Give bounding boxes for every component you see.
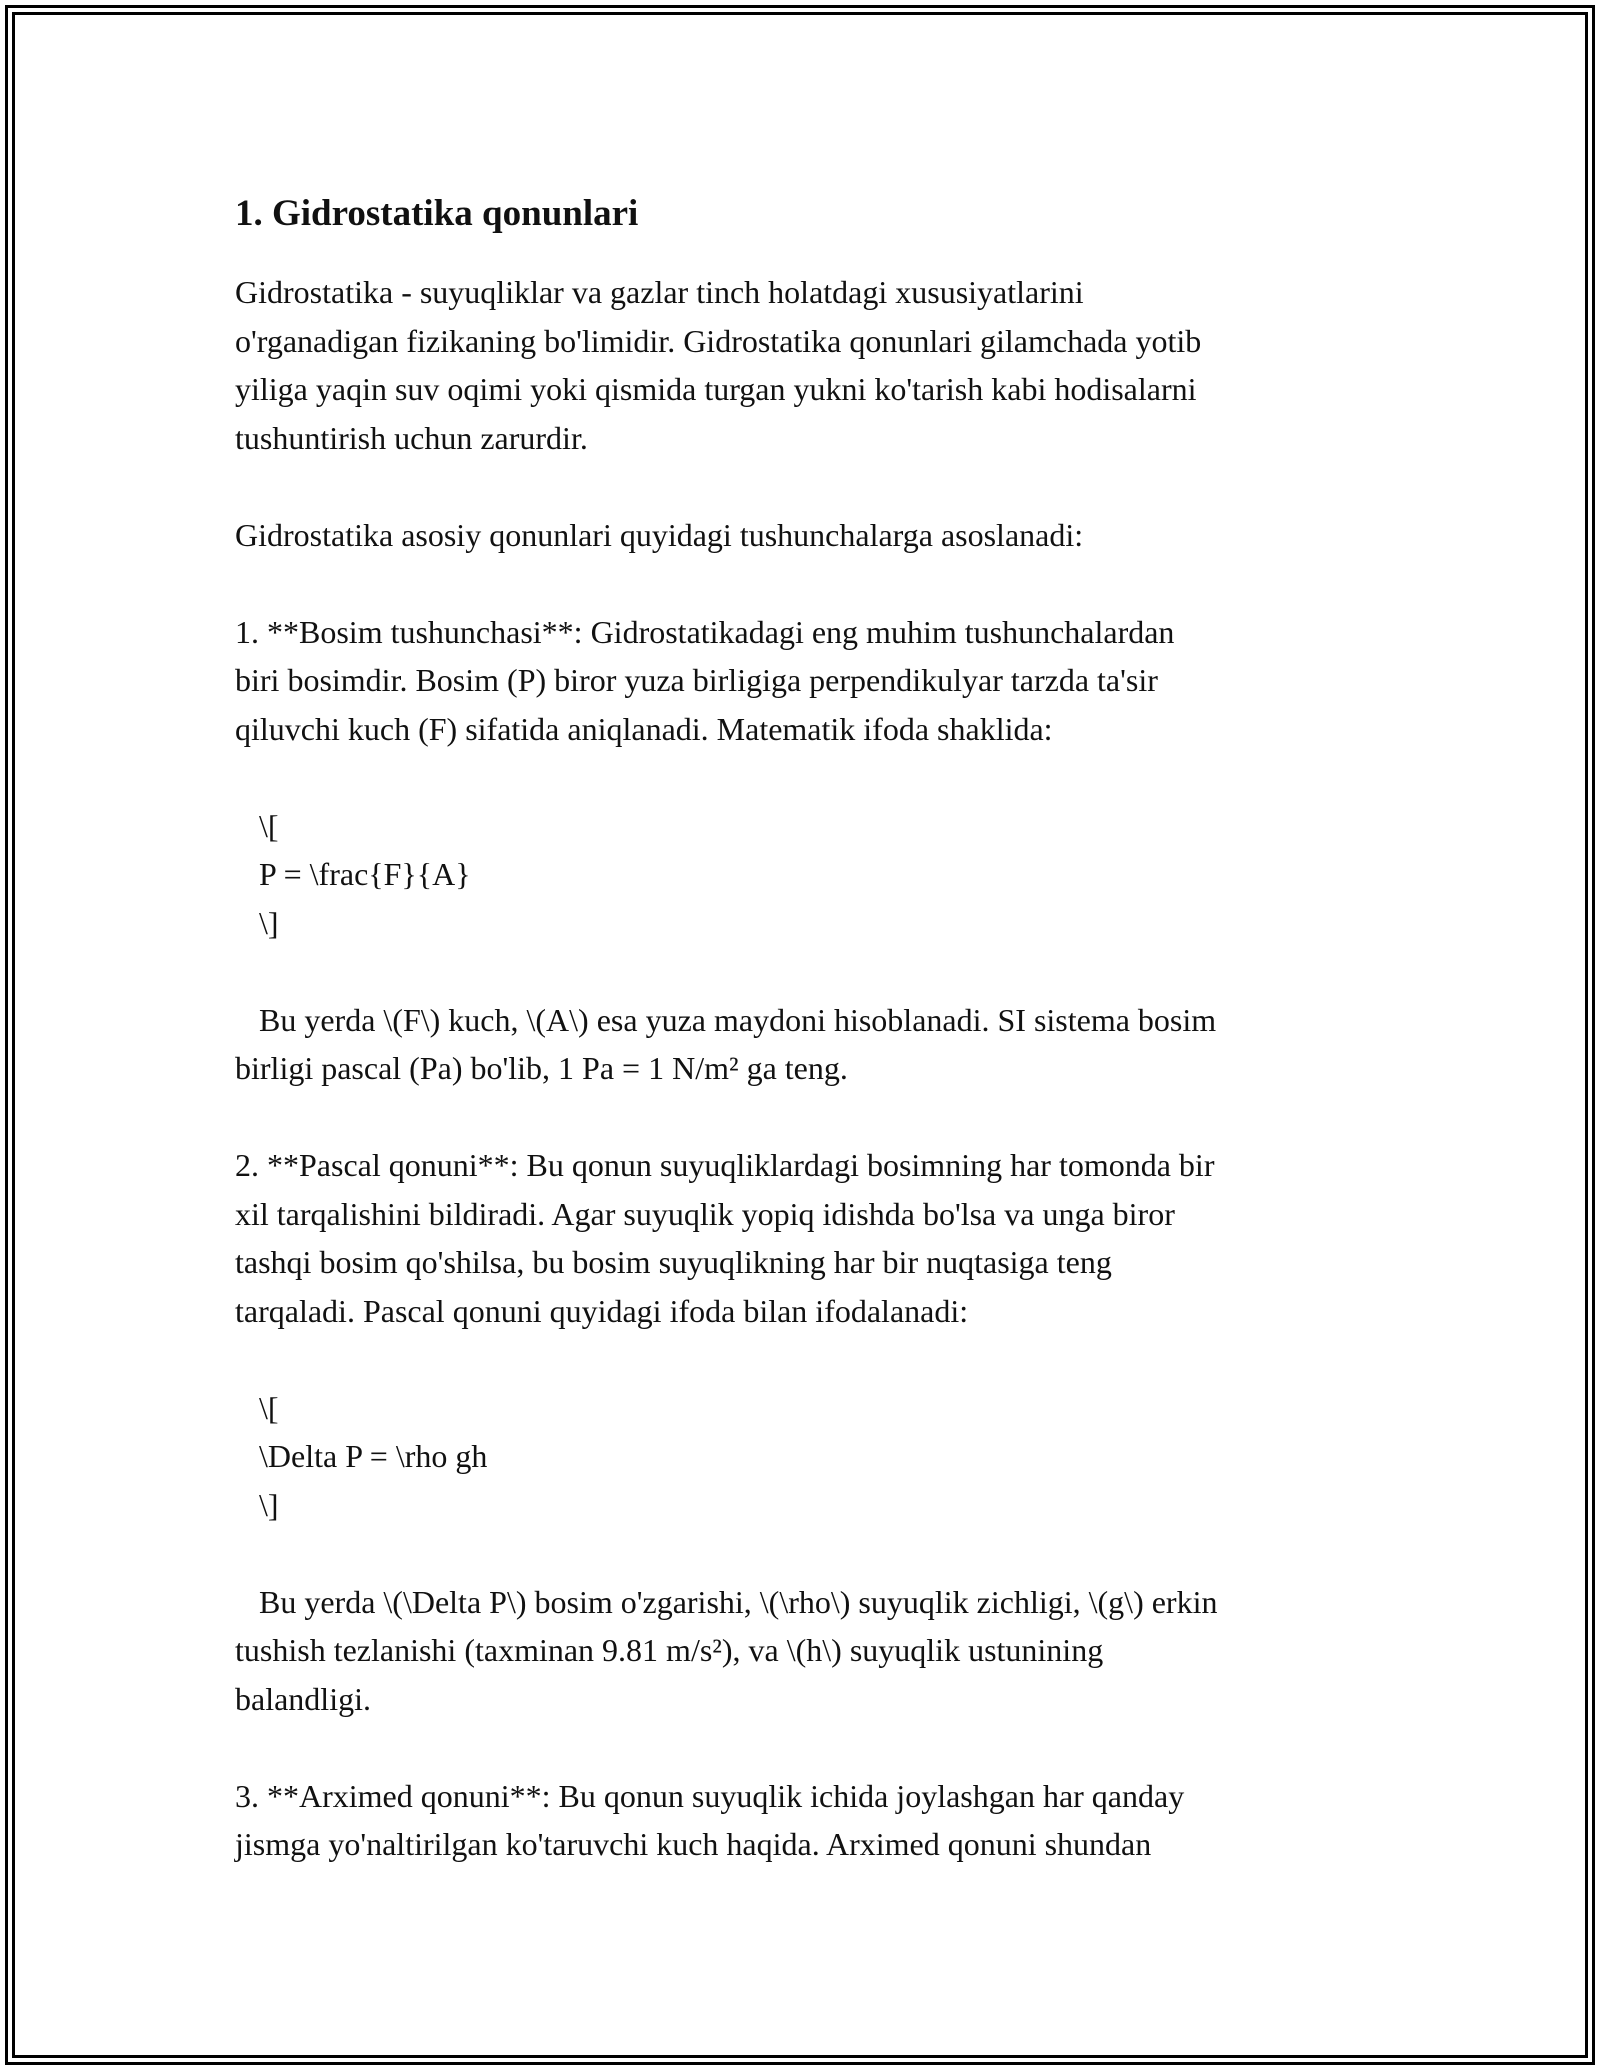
laws-intro-paragraph: Gidrostatika asosiy qonunlari quyidagi tushunchalarga asoslanadi: (235, 516, 1084, 553)
paragraph-spacer (235, 1335, 1375, 1384)
section-heading: 1. Gidrostatika qonunlari (235, 193, 639, 234)
document-body (235, 186, 1375, 1869)
pressure-concept-paragraph: 1. **Bosim tushunchasi**: Gidrostatikadagi eng muhim tushunchalardan biri bosimdir. Bosim (P) biror yuza birligiga perpendikulyar tarzda ta'sir qiluvchi kuch (F) sifatida aniqlanadi. Matematik ifoda shaklida: (235, 613, 1175, 747)
paragraph-spacer (235, 1093, 1375, 1142)
pressure-explanation-paragraph: Bu yerda \(F\) kuch, \(A\) esa yuza maydoni hisoblanadi. SI sistema bosim birligi pascal (Pa) bo'lib, 1 Pa = 1 N/m² ga teng. (235, 1001, 1217, 1086)
pascal-law-paragraph: 2. **Pascal qonuni**: Bu qonun suyuqliklardagi bosimning har tomonda bir xil tarqalishini bildiradi. Agar suyuqlik yopiq idishda bo'lsa va unga biror tashqi bosim qo'shilsa, bu bosim suyuqlikning har bir nuqtasiga teng tarqaladi. Pascal qonuni quyidagi ifoda bilan ifodalanadi: (235, 1147, 1215, 1329)
archimedes-law-paragraph: 3. **Arximed qonuni**: Bu qonun suyuqlik ichida joylashgan har qanday jismga yo'naltirilgan ko'taruvchi kuch haqida. Arximed qonuni shundan (235, 1777, 1185, 1862)
pascal-formula: \[ \Delta P = \rho gh \] (259, 1389, 488, 1523)
pressure-formula: \[ P = \frac{F}{A} \] (259, 807, 471, 941)
paragraph-spacer (235, 947, 1375, 996)
paragraph-spacer (235, 753, 1375, 802)
paragraph-spacer (235, 559, 1375, 608)
pascal-explanation-paragraph: Bu yerda \(\Delta P\) bosim o'zgarishi, \(\rho\) suyuqlik zichligi, \(g\) erkin tushish tezlanishi (taxminan 9.81 m/s²), va \(h\) suyuqlik ustunining balandligi. (235, 1583, 1218, 1717)
paragraph-spacer (235, 1723, 1375, 1772)
intro-paragraph: Gidrostatika - suyuqliklar va gazlar tinch holatdagi xususiyatlarini o'rganadigan fizikaning bo'limidir. Gidrostatika qonunlari gilamchada yotib yiliga yaqin suv oqimi yoki qismida turgan yukni ko'tarish kabi hodisalarni tushuntirish uchun zarurdir. (235, 274, 1202, 456)
paragraph-spacer (235, 1529, 1375, 1578)
paragraph-spacer (235, 462, 1375, 511)
